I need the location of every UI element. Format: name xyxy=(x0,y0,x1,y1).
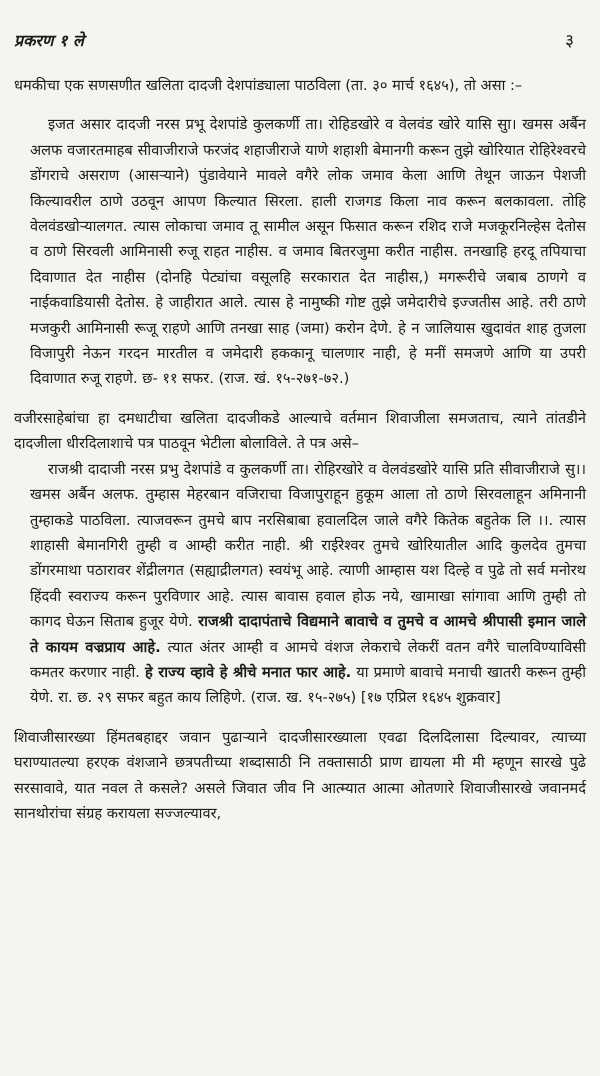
chapter-heading: प्रकरण १ ले xyxy=(14,31,84,50)
narrative-paragraph: वजीरसाहेबांचा हा दमधाटीचा खलिता दादजीकडे आल्याचे वर्तमान शिवाजीला समजताच, त्याने तांतडीने दादजीला धीरदिलाशाचे पत्र पाठवून भेटीला बोलाविले. ते पत्र असे– xyxy=(14,409,586,453)
letter-emphasis: राजश्री दादापंताचे विद्यमाने बावाचे व तुमचे व आमचे श्रीपासी इमान जाले ते कायम वज्रप्राय आहे. xyxy=(30,613,587,656)
letter-text: त्यात अंतर आम्ही व आमचे वंशज लेकराचे लेकरीं वतन वगैरे चालविण्याविसी कमतर करणार नाही. xyxy=(30,638,587,681)
letter-emphasis: हे राज्य व्हावे हे श्रीचे मनात फार आहे. xyxy=(145,663,352,681)
intro-paragraph: धमकीचा एक सणसणीत खलिता दादजी देशपांड्याला पाठविला (ता. ३० मार्च १६४५), तो असा :– xyxy=(14,77,523,94)
letter-shivaji xyxy=(14,457,586,711)
letter-text: या प्रमाणे बावाचे मनाची खातरी करून तुम्ही येणे. रा. छ. २९ सफर बहुत काय लिहिणे. (राज. ख. १५-२७५) [१७ एप्रिल १६४५ शुक्रवार] xyxy=(30,663,586,707)
letter-text: राजश्री दादाजी नरस प्रभु देशपांडे व कुलकर्णी ता। रोहिरखोरे व वेलवंडखोरे यासि प्रति सीवाजीराजे सु।। खमस अर्बैन अलफ. तुम्हास मेहरबान वजिराचा विजापुराहून हुकूम आला तो ठाणे सिरवलाहून अमिनानी तुम्हाकडे पाठविला. त्याजवरून तुमचे बाप नरसिबाबा हवालदिल जाले वगैरे कितेक बहुतेक लि ।।. त्यास शाहासी बेमानगिरी तुम्ही व आम्ही करीत नाही. श्री राईरेश्वर तुमचे खोरियातील आदि कुलदेव तुमचा डोंगरमाथा पठारावर शेंद्रीलगत (सह्याद्रीलगत) स्वयंभू आहे. त्याणी आम्हास यश दिल्हे व पुढे तो सर्व मनोरथ हिंदवी स्वराज्य करून पुरविणार आहे. त्यास बावास हवाल होऊ नये, खामाखा सांगावा आणि तुम्ही तो कागद घेऊन सिताब हुजूर येणे. xyxy=(30,460,586,631)
page-number: ३ xyxy=(565,31,574,51)
closing-paragraph: शिवाजीसारख्या हिंमतबहाद्दर जवान पुढाऱ्याने दादजीसारख्याला एवढा दिलदिलासा दिल्यावर, त्याच्या घराण्यातल्या हरएक वंशजाने छत्रपतीच्या शब्दासाठी नि तक्तासाठी प्राण द्यायला मी मी म्हणून सारखे पुढे सरसावावे, यात नवल ते कसले? असले जिवात जीव नि आत्म्यात आत्मा ओतणारे शिवाजीसारखे जवानमर्द सानथोरांचा संग्रह करायला सज्जल्यावर, xyxy=(14,728,586,822)
page-header xyxy=(14,28,586,51)
letter-vazir: इजत असार दादजी नरस प्रभू देशपांडे कुलकर्णी ता। रोहिडखोरे व वेलवंड खोरे यासि सुा। खमस अर्बैन अलफ वजारतमाहब सीवाजीराजे फरजंद शहाजीराजे याणे शहाशी बेमानगी करून तुझे खोरियात रोहिरेश्वरचे डोंगराचे असराण (आसऱ्याने) पुंडावेयाने मावले वगैरे लोक जमाव केला आणि तेथून जाऊन पेशजी किल्यावरील ठाणे उठवून आपण किल्यात सिरला. हाली राजगड किला नाव करून बलकावला. तोहि वेलवंडखोऱ्यालगत. त्यास लोकाचा जमाव तू सामील असून फिसात करून रशिद राजे मजकूरनिल्हेस देतोस व ठाणे सिरवली आमिनासी रुजू राहत नाहीस. व जमाव बितरजुमा करीत नाहीस. तनखाहि हरदू तपियाचा दिवाणात देत नाहीस (दोनहि पेट्यांचा वसूलहि सरकारात देत नाहीस,) मगरूरीचे जबाब ठाणगे व नाईकवाडियासी देतोस. हे जाहीरात आले. त्यास हे नामुष्की गोष्ट तुझे जमेदारीचे इज्जतीस आहे. तरी ठाणे मजकुरी आमिनासी रूजू राहणे आणि तनखा साह (जमा) करोन देणे. हे न जालियास खुदावंत शाह तुजला विजापुरी नेऊन गरदन मारतील व जमेदारी हककानू चालणार नाही, हे मनीं समजणे आणि या उपरी दिवाणात रुजू राहणे. छ- ११ सफर. (राज. खं. १५-२७१-७२.) xyxy=(30,116,586,388)
